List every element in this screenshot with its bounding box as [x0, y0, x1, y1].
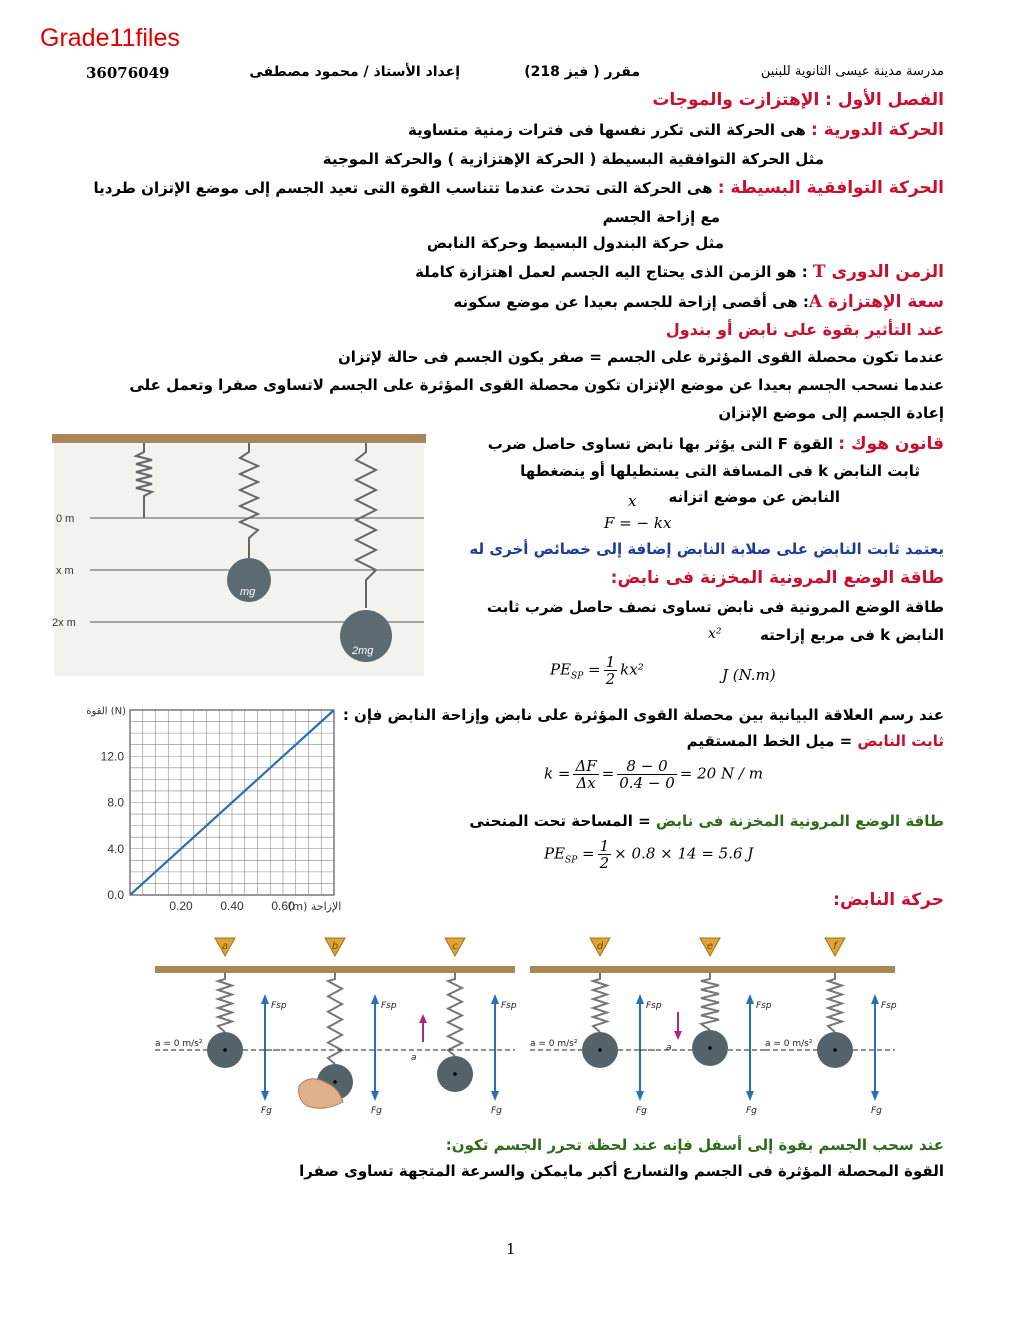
page-number: 1	[506, 1240, 516, 1258]
k-num2: 8 − 0	[617, 758, 677, 775]
support-shelf	[265, 966, 395, 973]
x-tick-label: 0.20	[169, 899, 193, 913]
level-label-2x: 2x m	[52, 617, 76, 629]
elastic-pe-line1: طاقة الوضع المرونية فى نابض تساوى نصف حاصل ضرب ثابت	[486, 598, 944, 616]
fsp-label: Fsp	[646, 1001, 662, 1011]
amplitude-text: : هى أقصى إزاحة للجسم بعيدا عن موضع سكونه	[453, 293, 809, 311]
spring-coil	[701, 973, 719, 1030]
slope-def: = ميل الخط المستقيم	[686, 732, 858, 750]
amplitude-term: سعة الإهتزازة	[822, 292, 944, 312]
area-def: = المساحة تحت المنحنى	[469, 812, 656, 830]
panel-letter: f	[833, 941, 837, 952]
x-tick-label: 0.40	[220, 899, 244, 913]
mass-center	[833, 1048, 837, 1052]
fg-label: Fg	[871, 1106, 882, 1116]
period-symbol: T	[812, 262, 826, 282]
accel-zero-label: a = 0 m/s²	[530, 1039, 578, 1049]
header-phone: 36076049	[86, 64, 170, 82]
pe-area-num: 1	[599, 837, 610, 855]
panel-letter: c	[452, 941, 458, 952]
force-line1: عندما تكون محصلة القوى المؤثرة على الجسم = صفر يكون الجسم فى حالة لإتزان	[337, 348, 944, 366]
shm-def	[94, 178, 945, 198]
pe-lhs: PE	[550, 660, 572, 679]
y-tick-label: 0.0	[107, 888, 124, 902]
force-line3: إعادة الجسم إلى موضع الإتزان	[718, 404, 944, 422]
graph-line1: عند رسم العلاقة البيانية بين محصلة القوى المؤثرة على نابض وإزاحة النابض فإن :	[342, 706, 944, 724]
y-axis-label: القوة (N)	[86, 706, 126, 717]
fsp-label: Fsp	[756, 1001, 772, 1011]
pe-rhs: kx²	[620, 660, 644, 679]
force-displacement-chart	[34, 700, 344, 915]
elastic-pe-heading: طاقة الوضع المرونية المخزنة فى نابض:	[610, 568, 944, 588]
fg-label: Fg	[746, 1106, 757, 1116]
pe-area-rhs: × 0.8 × 14 = 5.6 J	[614, 844, 754, 863]
header-school: مدرسة مدينة عيسى الثانوية للبنين	[760, 64, 944, 79]
mass-center	[598, 1048, 602, 1052]
x-tick-label: 0.60	[271, 899, 295, 913]
hooke-text1: القوة F التى يؤثر بها نابض تساوى حاصل ضرب	[487, 435, 839, 453]
watermark: Grade11files	[40, 24, 180, 52]
periodic-example: مثل الحركة التوافقية البسيطة ( الحركة الإهتزازية ) والحركة الموجية	[322, 150, 824, 168]
spring-coil	[593, 973, 607, 1032]
spring-figure	[44, 430, 434, 680]
level-label-0: 0 m	[56, 513, 75, 525]
shm-def2: مع إزاحة الجسم	[602, 208, 720, 226]
spring-coil	[448, 973, 462, 1056]
spring-force-arrowhead	[636, 994, 644, 1004]
shm-term: الحركة التوافقية البسيطة :	[717, 178, 944, 198]
k-formula: k = $\frac{\Delta F}{\Delta x}$ = $\frac{8 - 0}{0.4 - 0}$ = 20 N / m	[544, 757, 763, 792]
fsp-label: Fsp	[881, 1001, 897, 1011]
force-line2: عندما نسحب الجسم بعيدا عن موضع الإتزان تكون محصلة القوى المؤثرة على الجسم لاتساوى صفرا وتعمل على	[129, 376, 944, 394]
gravity-force-arrowhead	[636, 1091, 644, 1101]
y-tick-label: 4.0	[107, 841, 124, 856]
mass-center	[333, 1080, 337, 1084]
panel-letter: e	[706, 941, 714, 952]
hooke-line3: النابض عن موضع اتزانه	[668, 488, 840, 506]
fsp-label: Fsp	[271, 1001, 287, 1011]
fg-label: Fg	[261, 1106, 272, 1116]
k-den2: 0.4 − 0	[619, 774, 675, 792]
accel-zero-label: a = 0 m/s²	[765, 1039, 813, 1049]
amplitude-symbol: A	[808, 292, 823, 312]
hooke-line2: ثابت النابض k فى المسافة التى يستطيلها أو ينضغطها	[520, 462, 920, 480]
pe-num: 1	[605, 653, 616, 671]
header-teacher: إعداد الأستاذ / محمود مصطفى	[249, 64, 460, 80]
support-shelf	[385, 966, 515, 973]
periodic-def	[408, 120, 944, 140]
period-def	[415, 262, 944, 282]
fg-label: Fg	[636, 1106, 647, 1116]
spring-force-arrowhead	[261, 994, 269, 1004]
pe-area-lhs: PE	[544, 844, 566, 863]
pe-area-sub: SP	[565, 855, 578, 866]
periodic-term: الحركة الدورية :	[811, 120, 944, 140]
accel-label: a	[411, 1053, 417, 1063]
hooke-line1	[488, 434, 944, 454]
k-num1: ΔF	[575, 757, 597, 775]
mass-center	[453, 1072, 457, 1076]
spring-motion-figure	[150, 930, 897, 1130]
force-heading: عند التأثير بقوة على نابض أو بندول	[665, 320, 944, 339]
shm-text: هى الحركة التى تحدث عندما تتناسب القوة التى تعيد الجسم إلى موضع الإتزان طرديا	[93, 179, 718, 197]
hooke-note: يعتمد ثابت النابض على صلابة النابض إضافة إلى خصائص أخرى له	[469, 540, 944, 558]
spring-force-arrowhead	[746, 994, 754, 1004]
pe-area-formula: $PE_{SP}$ = $\frac{1}{2}$ × 0.8 × 14 = 5.6 J	[544, 837, 754, 872]
fsp-label: Fsp	[381, 1001, 397, 1011]
graph-area	[469, 812, 944, 830]
mass-center	[223, 1048, 227, 1052]
panel-letter: d	[596, 941, 604, 952]
y-tick-label: 12.0	[100, 749, 124, 764]
fg-label: Fg	[371, 1106, 382, 1116]
hooke-x-symbol: x	[628, 492, 637, 510]
gravity-force-arrowhead	[371, 1091, 379, 1101]
mass-2mg-label: 2mg	[352, 645, 374, 657]
spring-coil	[218, 973, 232, 1032]
shm-example: مثل حركة البندول البسيط وحركة النابض	[426, 234, 724, 252]
elastic-pe-formula: $PE_{SP}$ = $\frac{1}{2}$ kx²	[550, 653, 644, 688]
slope-term: ثابت النابض	[857, 732, 944, 750]
header-course: مقرر ( فيز 218)	[524, 64, 640, 80]
spring-motion-heading: حركة النابض:	[833, 890, 944, 910]
gravity-force-arrowhead	[746, 1091, 754, 1101]
fg-label: Fg	[491, 1106, 502, 1116]
release-line1: القوة المحصلة المؤثرة فى الجسم والتسارع أكبر مايمكن والسرعة المتجهة تساوى صفرا	[299, 1162, 944, 1180]
k-result: = 20 N / m	[679, 764, 763, 783]
support-shelf	[640, 966, 770, 973]
release-heading: عند سحب الجسم بقوة إلى أسفل فإنه عند لحظة تحرر الجسم تكون:	[445, 1136, 944, 1154]
k-lhs: k =	[544, 764, 571, 783]
accel-label: a	[666, 1043, 672, 1053]
fsp-label: Fsp	[501, 1001, 517, 1011]
accel-zero-label: a = 0 m/s²	[155, 1039, 203, 1049]
area-term: طاقة الوضع المرونية المخزنة فى نابض	[655, 812, 944, 830]
amplitude-def	[453, 292, 944, 312]
elastic-pe-unit: J (N.m)	[722, 666, 776, 684]
period-term: الزمن الدورى	[825, 262, 944, 282]
accel-up-arrowhead	[419, 1014, 427, 1023]
mass-mg-label: mg	[240, 586, 256, 598]
accel-down-arrowhead	[674, 1031, 682, 1040]
panel-letter: b	[331, 941, 339, 952]
x-axis-label: (m) الإزاحة	[288, 900, 342, 913]
k-den1: Δx	[576, 774, 596, 792]
hooke-term: قانون هوك :	[838, 434, 944, 454]
graph-slope	[687, 732, 944, 750]
mass-center	[708, 1046, 712, 1050]
y-tick-label: 8.0	[107, 795, 124, 810]
pe-sub: SP	[571, 671, 584, 682]
gravity-force-arrowhead	[491, 1091, 499, 1101]
spring-force-arrowhead	[371, 994, 379, 1004]
spring-force-arrowhead	[871, 994, 879, 1004]
periodic-text: هى الحركة التى تكرر نفسها فى فترات زمنية متساوية	[408, 121, 812, 139]
elastic-pe-x2: x²	[708, 626, 722, 642]
spring-coil	[828, 973, 842, 1032]
gravity-force-arrowhead	[871, 1091, 879, 1101]
ceiling-beam	[52, 434, 426, 443]
pe-den: 2	[605, 670, 616, 688]
hooke-formula: F = − kx	[604, 514, 672, 532]
panel-letter: a	[221, 941, 229, 952]
level-label-x: x m	[56, 565, 74, 577]
chapter-title: الفصل الأول : الإهتزازت والموجات	[652, 90, 944, 110]
support-shelf	[765, 966, 895, 973]
period-text: : هو الزمن الذى يحتاج اليه الجسم لعمل اهتزازة كاملة	[415, 263, 813, 281]
elastic-pe-line2: النابض k فى مربع إزاحته	[760, 626, 944, 644]
spring-force-arrowhead	[491, 994, 499, 1004]
pe-area-den: 2	[599, 854, 610, 872]
gravity-force-arrowhead	[261, 1091, 269, 1101]
